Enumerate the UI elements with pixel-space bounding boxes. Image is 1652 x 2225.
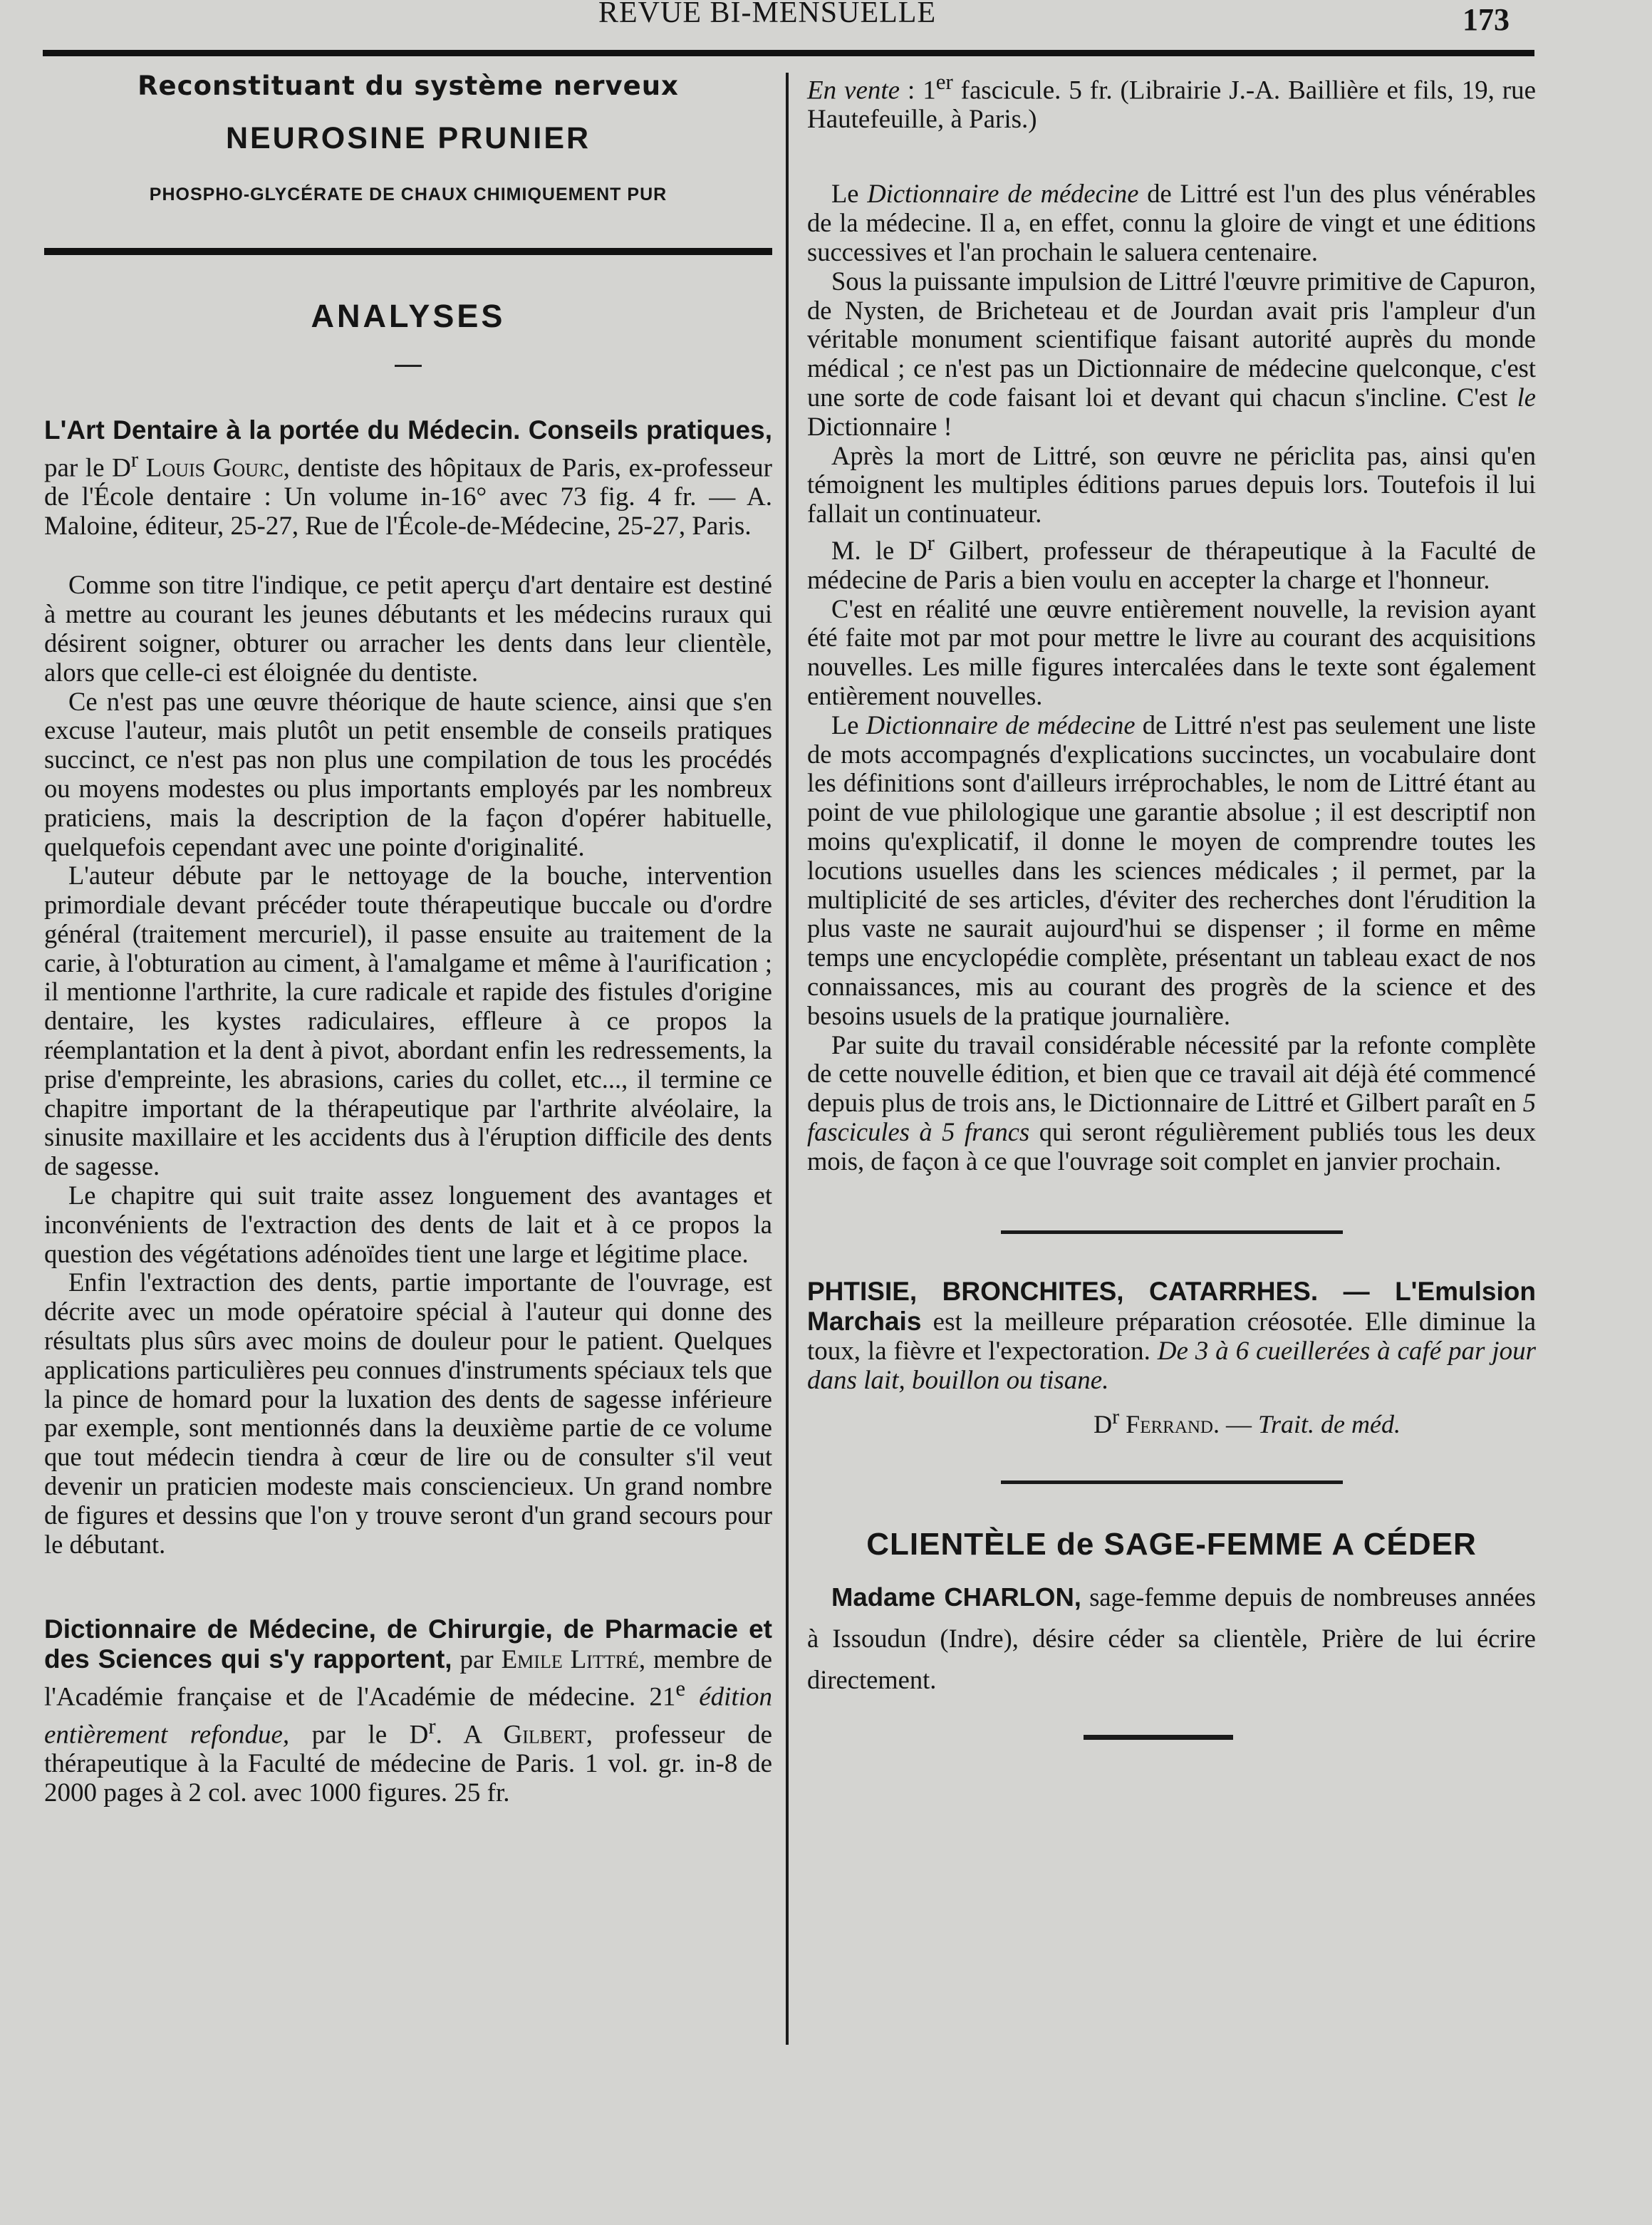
dictionary-citation-continued: En vente : 1er fascicule. 5 fr. (Librairie J.-A. Baillière et fils, 19, rue Hautefeuille, à Paris.)	[807, 70, 1537, 135]
emulsion-advert: PHTISIE, BRONCHITES, CATARRHES. — L'Emulsion Marchais est la meilleure préparation créosotée. Elle diminue la toux, la fièvre et l'expectoration. De 3 à 6 cueillerées à café par jour dans lait, bouillon ou tisane.	[807, 1276, 1537, 1395]
dictionary-reviser: . A Gilbert,	[435, 1720, 593, 1750]
review-paragraph: Après la mort de Littré, son œuvre ne périclita pas, ainsi qu'en témoignent les multiples éditions parues depuis lors. Toutefois il lui fallait un continuateur.	[807, 440, 1536, 529]
review-paragraph: Enfin l'extraction des dents, partie importante de l'ouvrage, est décrite avec un mode opératoire spécial à l'auteur qui donne des résultats plus sûrs avec moins de douleur pour le patient. Quelques applications particulières peu connues d'instruments spéciaux tels que la pince de homard pour la luxation des dents de sagesse inférieure par exemple, sont mentionnés dans la deuxième partie de ce volume que tout médecin tiendra à cœur de lire ou de consulter s'il veut devenir un praticien modeste mais consciencieux. Un grand nombre de figures et dessins que l'on y trouve seront d'un grand secours pour le débutant.	[44, 1267, 772, 1559]
review-paragraph: Sous la puissante impulsion de Littré l'œuvre primitive de Capuron, de Nysten, de Bricheteau et de Jourdan avait pris l'ampleur d'un véritable monument scientifique faisant autorité auprès du monde médical ; ce n'est pas un Dictionnaire de médecine quelconque, c'est une sorte de code faisant loi et devant qui chacun s'incline. C'est le Dictionnaire !	[807, 266, 1536, 441]
column-divider	[786, 73, 789, 2045]
dictionary-review-body	[807, 180, 1536, 1176]
review-body	[44, 571, 772, 1559]
dictionary-author: Emile Littré,	[501, 1645, 646, 1675]
dictionary-review-heading: Dictionnaire de Médecine, de Chirurgie, de Pharmacie et des Sciences qui s'y rapportent, par Emile Littré, membre de l'Académie française et de l'Académie de médecine. 21e édition entièrement refondue, par le $D^r$. A Gilbert, professeur de thérapeutique à la Faculté de médecine de Paris. 1 vol. gr. in-8 de 2000 pages à 2 col. avec 1000 figures. 25 fr.	[44, 1614, 773, 1808]
emulsion-signature: $D^r$ Ferrand. — Trait. de méd.	[1093, 1404, 1401, 1438]
title-dash	[395, 365, 422, 367]
review-paragraph: C'est en réalité une œuvre entièrement nouvelle, la revision ayant été faite mot par mot pour mettre le livre au courant des acquisitions nouvelles. Les mille figures intercalées dans le texte sont également entièrement nouvelles.	[807, 593, 1536, 711]
header-rule	[43, 50, 1534, 56]
emulsion-advert-title: PHTISIE, BRONCHITES, CATARRHES. — L'Emulsion Marchais	[807, 1276, 1536, 1336]
review-paragraph: Le Dictionnaire de médecine de Littré est l'un des plus vénérables de la médecine. Il a, en effet, connu la gloire de vingt et une éditions successives et l'an prochain le saluera centenaire.	[807, 179, 1536, 266]
right-column	[807, 68, 1536, 1740]
review-author: Louis Gourc,	[138, 453, 290, 483]
advert-divider	[1001, 1480, 1343, 1484]
advert-tagline: Reconstituant du système nerveux	[137, 71, 679, 101]
running-title: REVUE BI-MENSUELLE	[598, 0, 937, 29]
neurosine-advert	[44, 71, 772, 205]
section-title: ANALYSES	[311, 298, 506, 334]
clientele-advert-title: CLIENTÈLE de SAGE-FEMME A CÉDER	[866, 1526, 1477, 1562]
left-column	[44, 68, 772, 1808]
review-paragraph: Comme son titre l'indique, ce petit aperçu d'art dentaire est destiné à mettre au courant les jeunes débutants et les médecins ruraux qui désirent soigner, obturer ou arracher les dents dans leur clientèle, alors que celle-ci est éloignée du dentiste.	[44, 570, 772, 687]
review-paragraph: M. le $D^r$ Gilbert, professeur de thérapeutique à la Faculté de médecine de Paris a bien voulu en accepter la charge et l'honneur.	[807, 530, 1537, 594]
review-paragraph: L'auteur débute par le nettoyage de la bouche, intervention primordiale devant précéder toute thérapeutique buccale ou d'ordre général (traitement mercuriel), il passe ensuite au traitement de la carie, à l'obturation au ciment, à l'amalgame et même à l'aurification ; il mentionne l'arthrite, la cure radicale et rapide des fistules d'origine dentaire, les kystes radiculaires, effleure à ce propos la réemplantation et la dent à pivot, abordant enfin les redressements, la prise d'empreinte, les abrasions, caries du collet, etc..., il termine ce chapitre important de la thérapeutique par l'arthrite alvéolaire, la sinusite maxillaire et les accidents dus à l'éruption difficile des dents de sagesse.	[44, 861, 772, 1181]
page-number: 173	[1463, 2, 1510, 37]
clientele-advert-text: Madame CHARLON, sage-femme depuis de nombreuses années à Issoudun (Indre), désire céder sa clientèle, Prière de lui écrire directement.	[807, 1582, 1536, 1694]
review-paragraph: Le Dictionnaire de médecine de Littré n'est pas seulement une liste de mots accompagnés d'explications succinctes, un vocabulaire dont les définitions sont d'ailleurs irréprochables, le nom de Littré étant au point de vue philologique une garantie absolue ; il est descriptif non moins qu'explicatif, il donne le moyen de comprendre toutes les locutions usuelles dans les sciences médicales ; il permet, par la multiplicité de ses articles, d'éviter des recherches dont l'érudition la plus vaste ne saurait aujourd'hui se dispenser ; il forme en même temps une encyclopédie complète, présentant un tableau exact de nos connaissances, mis au courant des progrès de la science et des besoins usuels de la pratique journalière.	[807, 710, 1536, 1030]
review-citation: dentiste des hôpitaux de Paris, ex-professeur de l'École dentaire : Un volume in-16° avec 73 fig. 4 fr. — A. Maloine, éditeur, 25-27, Rue de l'École-de-Médecine, 25-27, Paris.	[44, 453, 772, 541]
review-paragraph: Le chapitre qui suit traite assez longuement des avantages et inconvénients de l'extraction des dents de lait et à ce propos la question des végétations adénoïdes tient une large et légitime place.	[44, 1181, 772, 1268]
section-rule	[44, 248, 772, 255]
advert-product: PHOSPHO-GLYCÉRATE DE CHAUX CHIMIQUEMENT PUR	[149, 185, 667, 204]
closing-rule	[1084, 1735, 1233, 1740]
review-paragraph: Ce n'est pas une œuvre théorique de haute science, ainsi que s'en excuse l'auteur, mais plutôt un petit ensemble de conseils pratiques succinct, ce n'est pas non plus une compilation de tous les procédés ou moyens modestes ou plus importants employés par les nombreux praticiens, mais la description de la façon d'opérer habituelle, quelquefois cependant avec une pointe d'originalité.	[44, 686, 772, 861]
review-title: L'Art Dentaire à la portée du Médecin. Conseils pratiques,	[44, 415, 772, 445]
advert-brand: NEUROSINE PRUNIER	[225, 121, 591, 155]
advert-divider	[1001, 1230, 1343, 1234]
review-heading: L'Art Dentaire à la portée du Médecin. Conseils pratiques, par le $D^r$ Louis Gourc, dentiste des hôpitaux de Paris, ex-professeur de l'École dentaire : Un volume in-16° avec 73 fig. 4 fr. — A. Maloine, éditeur, 25-27, Rue de l'École-de-Médecine, 25-27, Paris.	[44, 415, 772, 541]
review-paragraph: Par suite du travail considérable nécessité par la refonte complète de cette nouvelle édition, et bien que ce travail ait déjà été commencé depuis plus de trois ans, le Dictionnaire de Littré et Gilbert paraît en 5 fascicules à 5 francs qui seront régulièrement publiés tous les deux mois, de façon à ce que l'ouvrage soit complet en janvier prochain.	[807, 1029, 1536, 1176]
dictionary-title: Dictionnaire de Médecine, de Chirurgie, de Pharmacie et des Sciences qui s'y rapportent,	[44, 1614, 772, 1674]
